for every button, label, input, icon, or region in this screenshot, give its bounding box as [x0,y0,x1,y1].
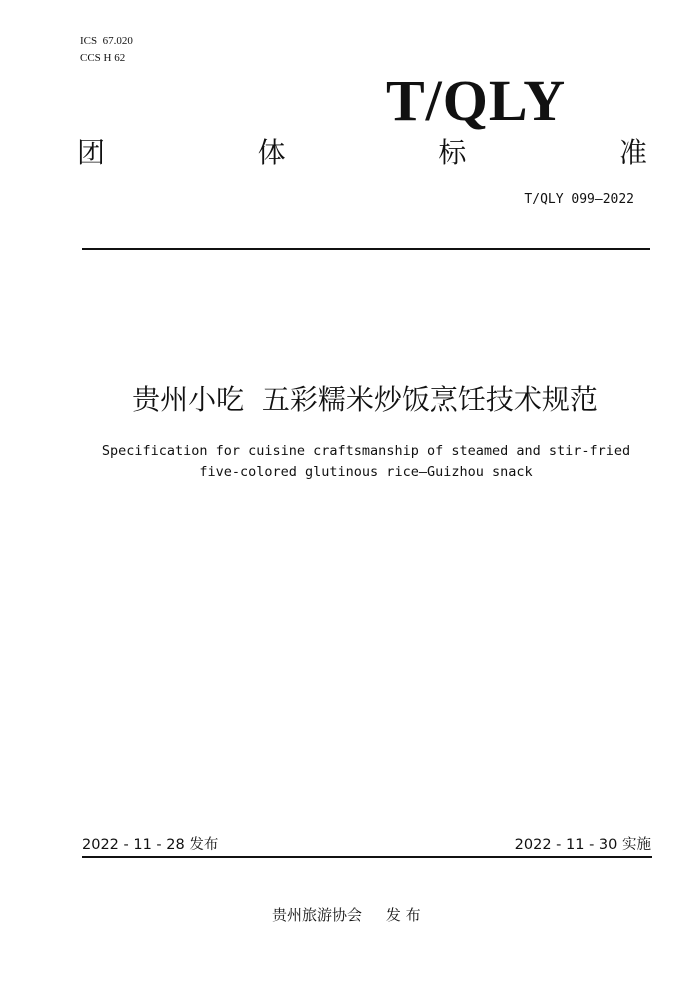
standard-type-char: 体 [257,136,286,169]
ics-code: ICS 67.020 [80,35,133,47]
top-divider [82,248,650,250]
standard-type-char: 标 [438,136,467,169]
standard-type-heading [77,135,647,171]
implementation-date: 2022 - 11 - 30 实施 [514,837,651,853]
standard-number: T/QLY 099—2022 [524,192,634,207]
standard-type-char: 团 [77,136,106,169]
standard-logo: T/QLY [386,68,567,133]
standard-type-char: 准 [618,136,647,169]
bottom-divider [82,856,652,858]
english-title-line-1: Specification for cuisine craftsmanship of steamed and stir-fried [101,443,631,459]
issue-date: 2022 - 11 - 28 发布 [82,837,219,853]
document-title-chinese: 贵州小吃 五彩糯米炒饭烹饪技术规范 [132,383,598,416]
ccs-code: CCS H 62 [80,52,126,64]
publisher-line: 贵州旅游协会 发 布 [272,906,421,924]
document-title-english [0,441,700,483]
english-title-line-2: five-colored glutinous rice—Guizhou snack [199,464,533,480]
classification-codes [80,33,133,67]
